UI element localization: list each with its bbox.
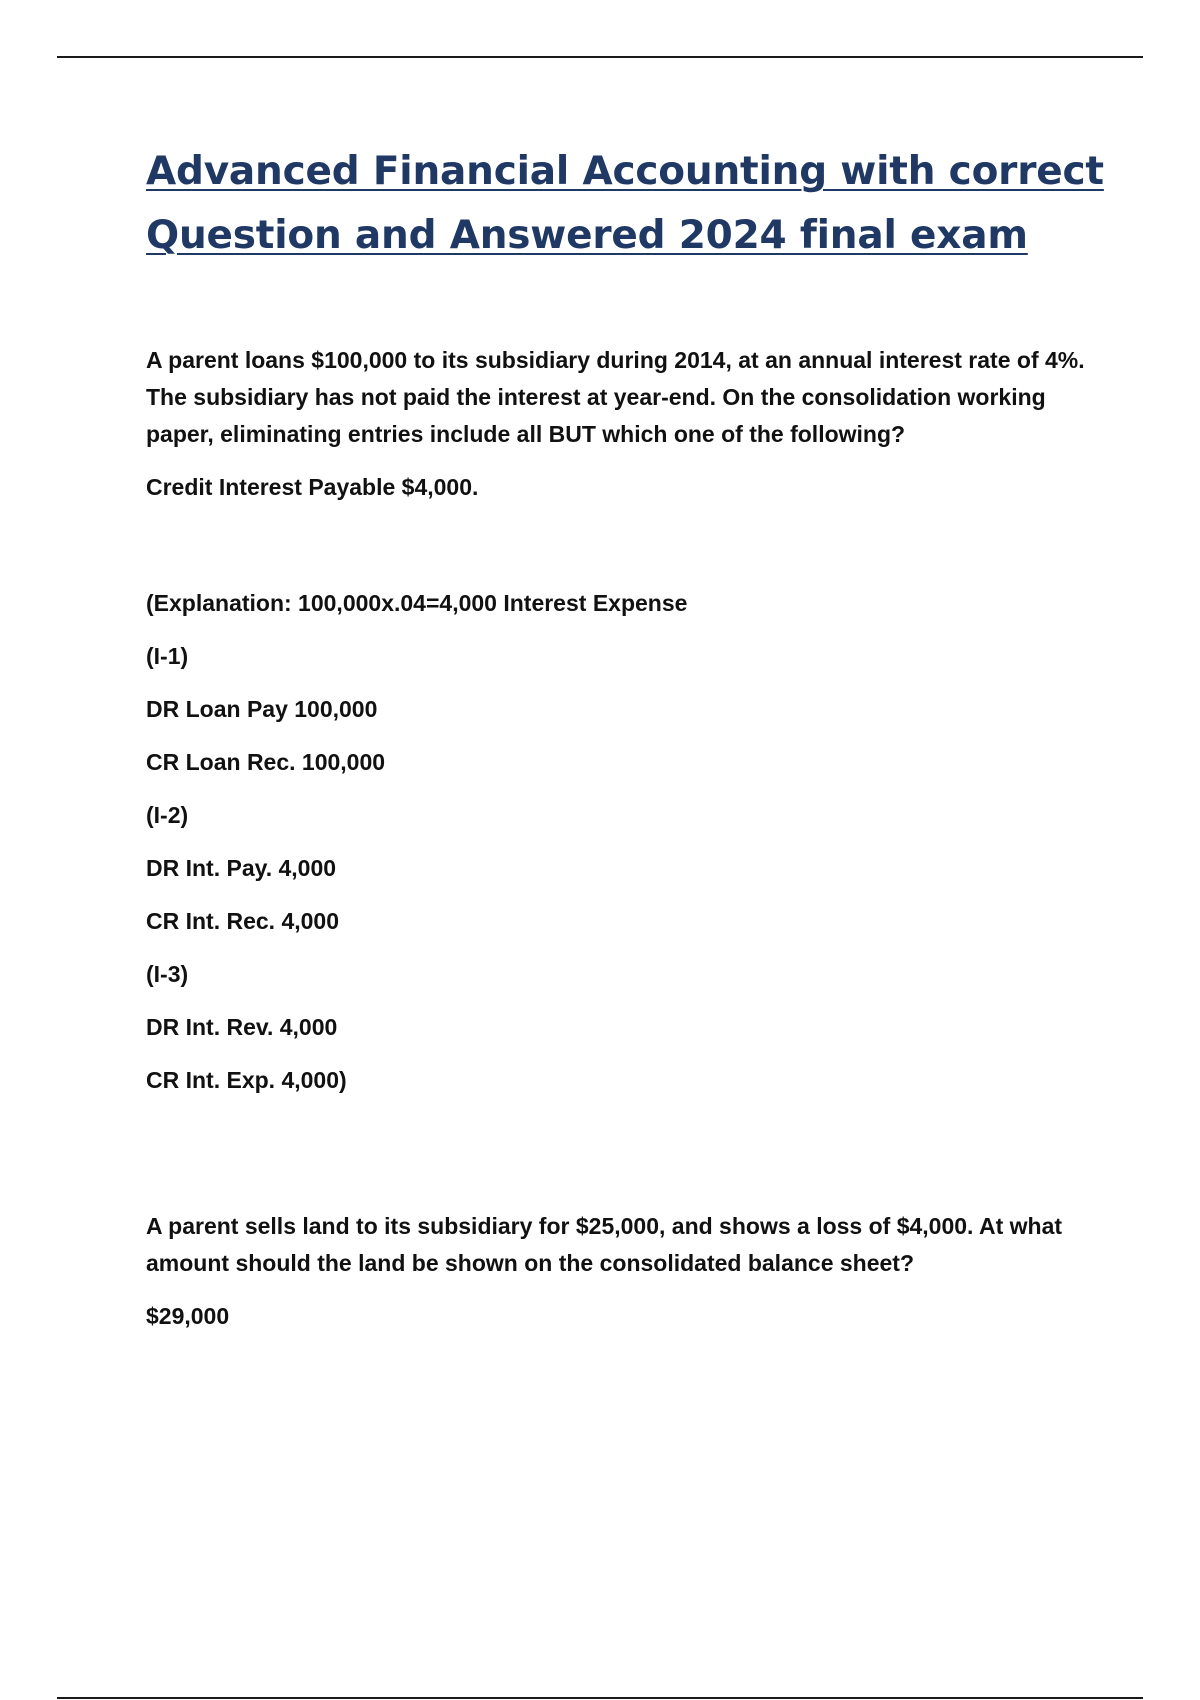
explanation-line: (I-2) bbox=[146, 802, 189, 828]
document-body bbox=[146, 140, 1106, 1335]
explanation-line: CR Loan Rec. 100,000 bbox=[146, 749, 386, 775]
question-2-prompt: A parent sells land to its subsidiary for $25,000, and shows a loss of $4,000. At what amount should the land be shown on the consolidated balance sheet? bbox=[146, 1213, 1063, 1276]
explanation-line: (I-1) bbox=[146, 643, 189, 669]
explanation-line: DR Int. Pay. 4,000 bbox=[146, 855, 337, 881]
title-line-2: Question and Answered 2024 final exam bbox=[146, 213, 1028, 258]
question-2-answer: $29,000 bbox=[146, 1303, 230, 1329]
explanation-line: CR Int. Rec. 4,000 bbox=[146, 908, 340, 934]
explanation-line: DR Loan Pay 100,000 bbox=[146, 696, 378, 722]
question-1-prompt: A parent loans $100,000 to its subsidiary during 2014, at an annual interest rate of 4%. The subsidiary has not paid the interest at year-end. On the consolidation working paper, eliminating entries include all BUT which one of the following? bbox=[146, 347, 1085, 447]
document-title bbox=[146, 140, 1106, 268]
explanation-line: (I-3) bbox=[146, 961, 189, 987]
explanation-line: CR Int. Exp. 4,000) bbox=[146, 1067, 347, 1093]
explanation-line: DR Int. Rev. 4,000 bbox=[146, 1014, 338, 1040]
title-line-1: Advanced Financial Accounting with correct bbox=[146, 149, 1104, 194]
question-1-explanation bbox=[146, 577, 1106, 1107]
footer-rule bbox=[57, 1697, 1143, 1699]
question-1-answer: Credit Interest Payable $4,000. bbox=[146, 474, 479, 500]
header-rule bbox=[57, 56, 1143, 58]
explanation-line: (Explanation: 100,000x.04=4,000 Interest Expense bbox=[146, 590, 688, 616]
